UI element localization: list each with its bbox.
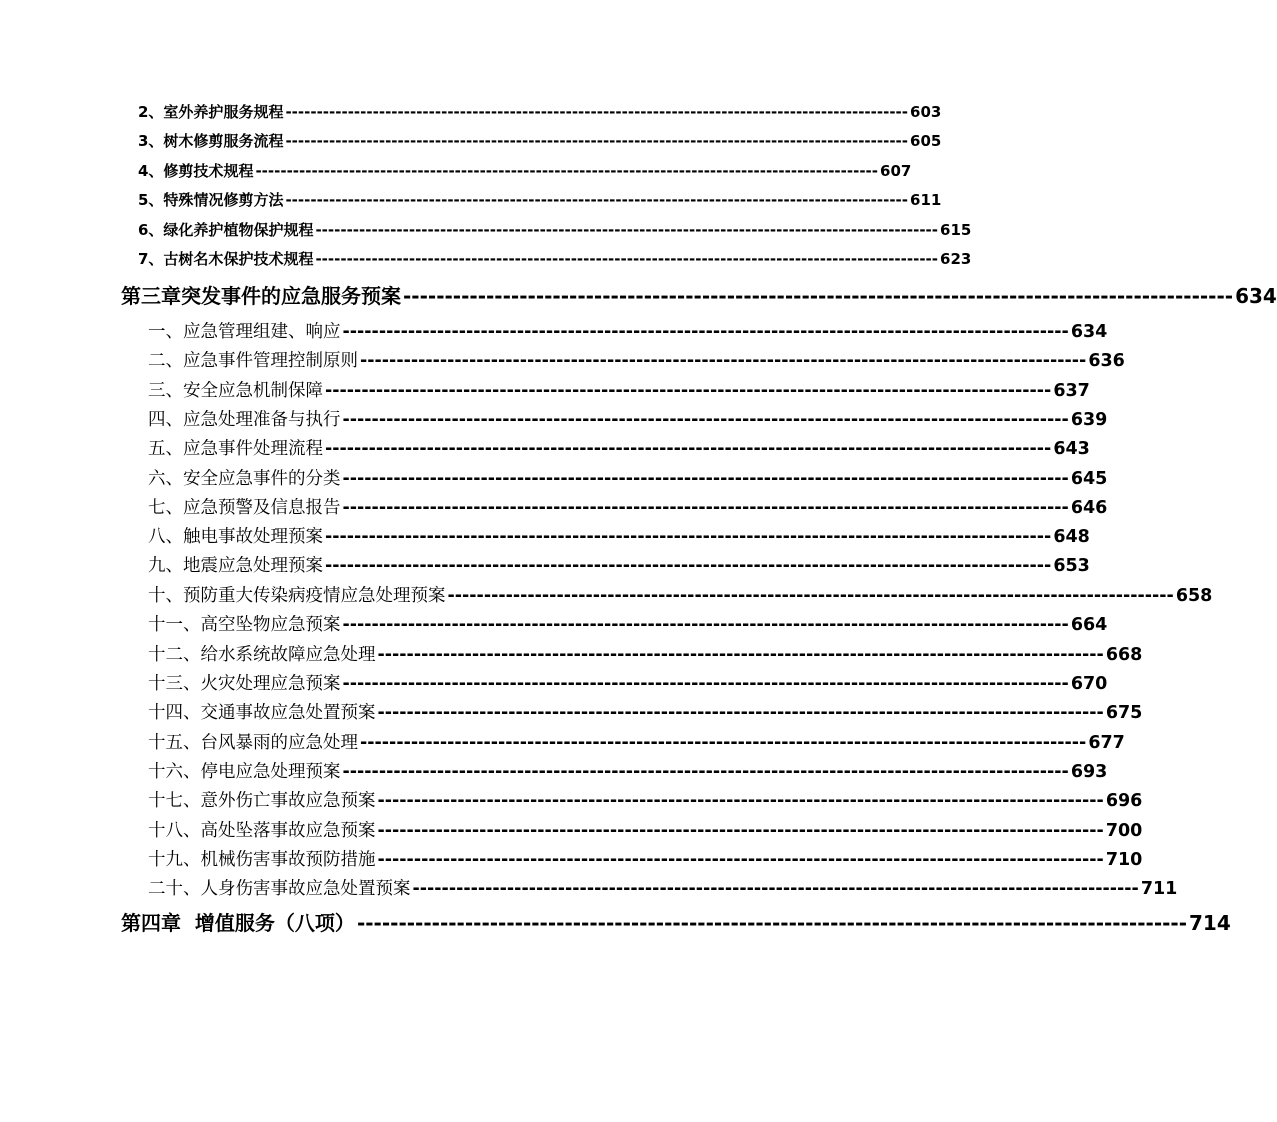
toc-entry-label: 十五、台风暴雨的应急处理 xyxy=(148,733,358,753)
toc-entry-page: 623 xyxy=(940,250,972,268)
dot-leader: ---------------------------------------------------------------------------------------------------- xyxy=(342,322,1069,342)
toc-entry[interactable] xyxy=(148,435,1090,461)
toc-entry[interactable] xyxy=(148,347,1125,373)
toc-entry[interactable] xyxy=(148,582,1213,608)
dot-leader: ---------------------------------------------------------------------------------------------------- xyxy=(377,821,1104,841)
toc-entry-page: 636 xyxy=(1088,351,1125,371)
toc-entry-label: 十六、停电应急处理预案 xyxy=(148,762,341,782)
toc-entry-page: 634 xyxy=(1070,322,1108,342)
toc-entry[interactable] xyxy=(138,130,942,152)
toc-entry-label: 十八、高处坠落事故应急预案 xyxy=(148,821,376,841)
dot-leader: ---------------------------------------------------------------------------------------------------- xyxy=(325,527,1052,547)
toc-entry-page: 605 xyxy=(910,132,942,150)
toc-entry-label: 六、安全应急事件的分类 xyxy=(148,469,341,489)
toc-entry-page: 603 xyxy=(910,103,942,121)
dot-leader: ---------------------------------------------------------------------------------------------------- xyxy=(285,191,909,209)
toc-entry[interactable] xyxy=(138,189,942,211)
dot-leader: ---------------------------------------------------------------------------------------------------- xyxy=(342,469,1069,489)
toc-entry[interactable] xyxy=(148,875,1178,901)
toc-entry-page: 637 xyxy=(1053,381,1090,401)
dot-leader: ---------------------------------------------------------------------------------------------------- xyxy=(356,911,1188,935)
toc-entry-label: 十七、意外伤亡事故应急预案 xyxy=(148,791,376,811)
toc-entry[interactable] xyxy=(148,787,1143,813)
toc-entry-label: 一、应急管理组建、响应 xyxy=(148,322,341,342)
toc-entry[interactable] xyxy=(148,817,1143,843)
toc-entry-label: 五、应急事件处理流程 xyxy=(148,439,323,459)
dot-leader: ---------------------------------------------------------------------------------------------------- xyxy=(285,103,909,121)
toc-entry[interactable] xyxy=(148,699,1143,725)
toc-entry-page: 668 xyxy=(1105,645,1143,665)
toc-entry-page: 653 xyxy=(1053,556,1090,576)
toc-entry-page: 639 xyxy=(1070,410,1108,430)
toc-entry-page: 711 xyxy=(1140,879,1178,899)
dot-leader: ---------------------------------------------------------------------------------------------------- xyxy=(325,381,1052,401)
toc-entry-label: 三、安全应急机制保障 xyxy=(148,381,323,401)
toc-entry[interactable] xyxy=(148,641,1143,667)
toc-entry-page: 664 xyxy=(1070,615,1108,635)
toc-entry-label: 二十、人身伤害事故应急处置预案 xyxy=(148,879,411,899)
dot-leader: ---------------------------------------------------------------------------------------------------- xyxy=(342,762,1069,782)
dot-leader: ---------------------------------------------------------------------------------------------------- xyxy=(360,351,1087,371)
toc-entry-label: 4、修剪技术规程 xyxy=(138,162,254,180)
toc-entry[interactable] xyxy=(148,523,1090,549)
dot-leader: ---------------------------------------------------------------------------------------------------- xyxy=(377,645,1104,665)
toc-chapter[interactable] xyxy=(121,280,1277,310)
toc-entry[interactable] xyxy=(148,758,1108,784)
toc-entry-page: 648 xyxy=(1053,527,1090,547)
toc-entry-label: 十四、交通事故应急处置预案 xyxy=(148,703,376,723)
dot-leader: ---------------------------------------------------------------------------------------------------- xyxy=(342,615,1069,635)
toc-entry-page: 696 xyxy=(1105,791,1143,811)
toc-entry[interactable] xyxy=(138,248,972,270)
dot-leader: ---------------------------------------------------------------------------------------------------- xyxy=(360,733,1087,753)
toc-entry[interactable] xyxy=(148,377,1090,403)
toc-entry-label: 九、地震应急处理预案 xyxy=(148,556,323,576)
toc-entry[interactable] xyxy=(148,611,1108,637)
toc-entry[interactable] xyxy=(138,160,912,182)
toc-entry-page: 646 xyxy=(1070,498,1108,518)
toc-entry[interactable] xyxy=(148,465,1108,491)
toc-chapter-label: 第四章 增值服务（八项） xyxy=(121,911,355,935)
toc-entry-label: 四、应急处理准备与执行 xyxy=(148,410,341,430)
dot-leader: ---------------------------------------------------------------------------------------------------- xyxy=(342,410,1069,430)
toc-entry-page: 611 xyxy=(910,191,942,209)
toc-entry-label: 5、特殊情况修剪方法 xyxy=(138,191,284,209)
toc-entry-page: 677 xyxy=(1088,733,1125,753)
dot-leader: ---------------------------------------------------------------------------------------------------- xyxy=(412,879,1139,899)
dot-leader: ---------------------------------------------------------------------------------------------------- xyxy=(377,791,1104,811)
toc-entry-page: 710 xyxy=(1105,850,1143,870)
toc-entry-label: 八、触电事故处理预案 xyxy=(148,527,323,547)
toc-entry-page: 700 xyxy=(1105,821,1143,841)
dot-leader: ---------------------------------------------------------------------------------------------------- xyxy=(325,439,1052,459)
toc-chapter-page: 714 xyxy=(1189,911,1231,935)
dot-leader: ---------------------------------------------------------------------------------------------------- xyxy=(315,250,939,268)
toc-entry-label: 十一、高空坠物应急预案 xyxy=(148,615,341,635)
toc-entry-label: 七、应急预警及信息报告 xyxy=(148,498,341,518)
toc-chapter-page: 634 xyxy=(1235,284,1277,308)
toc-entry-label: 2、室外养护服务规程 xyxy=(138,103,284,121)
toc-entry-label: 7、古树名木保护技术规程 xyxy=(138,250,314,268)
toc-entry-page: 643 xyxy=(1053,439,1090,459)
toc-entry[interactable] xyxy=(148,552,1090,578)
toc-entry[interactable] xyxy=(148,670,1108,696)
dot-leader: ---------------------------------------------------------------------------------------------------- xyxy=(447,586,1174,606)
toc-entry-label: 二、应急事件管理控制原则 xyxy=(148,351,358,371)
toc-entry[interactable] xyxy=(148,729,1125,755)
dot-leader: ---------------------------------------------------------------------------------------------------- xyxy=(377,850,1104,870)
toc-entry-page: 607 xyxy=(880,162,912,180)
toc-entry-page: 675 xyxy=(1105,703,1143,723)
dot-leader: ---------------------------------------------------------------------------------------------------- xyxy=(325,556,1052,576)
dot-leader: ---------------------------------------------------------------------------------------------------- xyxy=(377,703,1104,723)
toc-entry-label: 6、绿化养护植物保护规程 xyxy=(138,221,314,239)
toc-entry-page: 658 xyxy=(1175,586,1213,606)
toc-entry-label: 十二、给水系统故障应急处理 xyxy=(148,645,376,665)
toc-chapter[interactable] xyxy=(121,907,1231,937)
toc-entry[interactable] xyxy=(148,318,1108,344)
toc-entry-page: 670 xyxy=(1070,674,1108,694)
dot-leader: ---------------------------------------------------------------------------------------------------- xyxy=(255,162,879,180)
toc-entry[interactable] xyxy=(148,846,1143,872)
toc-entry-label: 十三、火灾处理应急预案 xyxy=(148,674,341,694)
toc-entry[interactable] xyxy=(148,406,1108,432)
toc-entry-label: 十、预防重大传染病疫情应急处理预案 xyxy=(148,586,446,606)
toc-chapter-label: 第三章突发事件的应急服务预案 xyxy=(121,284,401,308)
toc-entry-label: 十九、机械伤害事故预防措施 xyxy=(148,850,376,870)
toc-entry-page: 693 xyxy=(1070,762,1108,782)
dot-leader: ---------------------------------------------------------------------------------------------------- xyxy=(403,284,1234,308)
dot-leader: ---------------------------------------------------------------------------------------------------- xyxy=(342,674,1069,694)
toc-entry-page: 645 xyxy=(1070,469,1108,489)
dot-leader: ---------------------------------------------------------------------------------------------------- xyxy=(315,221,939,239)
toc-entry[interactable] xyxy=(138,219,972,241)
toc-entry[interactable] xyxy=(148,494,1108,520)
toc-entry-page: 615 xyxy=(940,221,972,239)
dot-leader: ---------------------------------------------------------------------------------------------------- xyxy=(342,498,1069,518)
dot-leader: ---------------------------------------------------------------------------------------------------- xyxy=(285,132,909,150)
toc-entry-label: 3、树木修剪服务流程 xyxy=(138,132,284,150)
toc-entry[interactable] xyxy=(138,101,942,123)
